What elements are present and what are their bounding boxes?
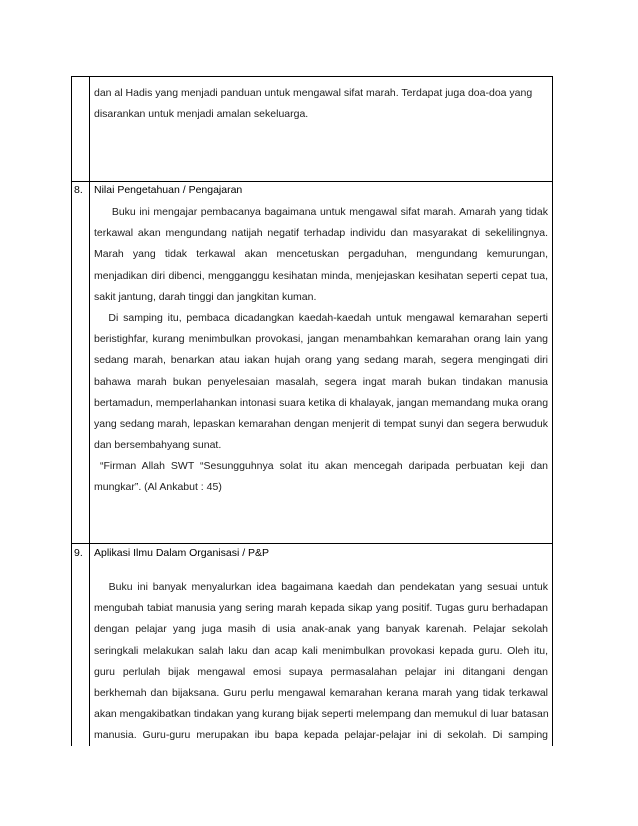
row8-paragraph-1 (94, 202, 548, 308)
text-line: terkawal akan mengundang natijah negatif terhadap individu dan masyarakat di sekelilingnya. (94, 227, 548, 240)
row9-paragraph-1 (94, 577, 548, 747)
text-line: disarankan untuk menjadi amalan sekeluarga. (94, 108, 309, 121)
text-line: dan al Hadis yang menjadi panduan untuk mengawal sifat marah. Terdapat juga doa-doa yang (94, 87, 533, 99)
text-line: yang sedang marah, lepaskan kemarahan dengan menjerit di tempat sunyi dan segera berwuduk (94, 417, 548, 430)
text-line: berkhemah dan bijaksana. Guru perlu mengawal kemarahan kerana marah yang tidak terkawal (94, 686, 548, 699)
text-line: beristighfar, kurang menimbulkan provokasi, jangan menambahkan kemarahan orang lain yang (94, 333, 548, 346)
text-line: Buku ini mengajar pembacanya bagaimana untuk mengawal sifat marah. Amarah yang tidak (94, 206, 548, 218)
text-line: bahawa marah bukan penyelesaian masalah, segera ingat marah bukan tindakan manusia (94, 375, 548, 388)
text-line: Buku ini banyak menyalurkan idea bagaimana kaedah dan pendekatan yang sesuai untuk (94, 581, 548, 593)
text-line: bertamadun, memperlahankan intonasi suara ketika di khalayak, jangan memandang muka orang (94, 396, 549, 409)
row8-paragraph-2 (94, 308, 548, 456)
column-divider (89, 76, 90, 746)
text-line: guru perlulah bijak mengawal emosi supaya permasalahan pelajar ini ditangani dengan (94, 665, 548, 678)
row-number-9: 9. (74, 547, 83, 559)
row-title-8: Nilai Pengetahuan / Pengajaran (94, 184, 243, 196)
row-divider-7-8 (71, 181, 553, 182)
row-title-9: Aplikasi Ilmu Dalam Organisasi / P&P (94, 547, 270, 559)
row-number-8: 8. (74, 184, 83, 196)
text-line: akan mengakibatkan tindakan yang kurang bijak seperti melempang dan memukul di luar batasan (94, 708, 549, 721)
text-line: “Firman Allah SWT “Sesungguhnya solat itu akan mencegah daripada perbuatan keji dan (94, 460, 548, 472)
text-line: sedang marah, benarkan atau iakan hujah orang yang sedang marah, segera mengingati diri (94, 354, 548, 367)
text-line: menjadikan diri dibenci, mengganggu kesihatan minda, menjejaskan kesihatan seperti cepat tua, (94, 269, 548, 282)
text-line: Di samping itu, pembaca dicadangkan kaedah-kaedah untuk mengawal kemarahan seperti (94, 312, 548, 324)
text-line: dengan pelajar yang juga masih di usia anak-anak yang banyak karenah. Pelajar sekolah (94, 623, 548, 636)
text-line: dan bersembahyang sunat. (94, 439, 222, 452)
text-line: sakit jantung, darah tinggi dan jangkitan kuman. (94, 290, 317, 303)
text-line: manusia. Guru-guru merupakan ibu bapa kepada pelajar-pelajar ini di sekolah. Di samping (94, 729, 548, 742)
text-line: Marah yang tidak terkawal akan mencetuskan pergaduhan, mengundang kemurungan, (94, 248, 548, 261)
row-prev-text (94, 83, 548, 125)
row8-paragraph-3 (94, 456, 548, 498)
text-line: mengubah tabiat manusia yang sering marah kepada sikap yang positif. Tugas guru berhadapan (94, 602, 548, 615)
text-line: seringkali melakukan salah laku dan acap kali menimbulkan provokasi kepada guru. Oleh itu, (94, 644, 548, 657)
row-divider-8-9 (71, 543, 553, 544)
text-line: mungkar”. (Al Ankabut : 45) (94, 481, 222, 494)
